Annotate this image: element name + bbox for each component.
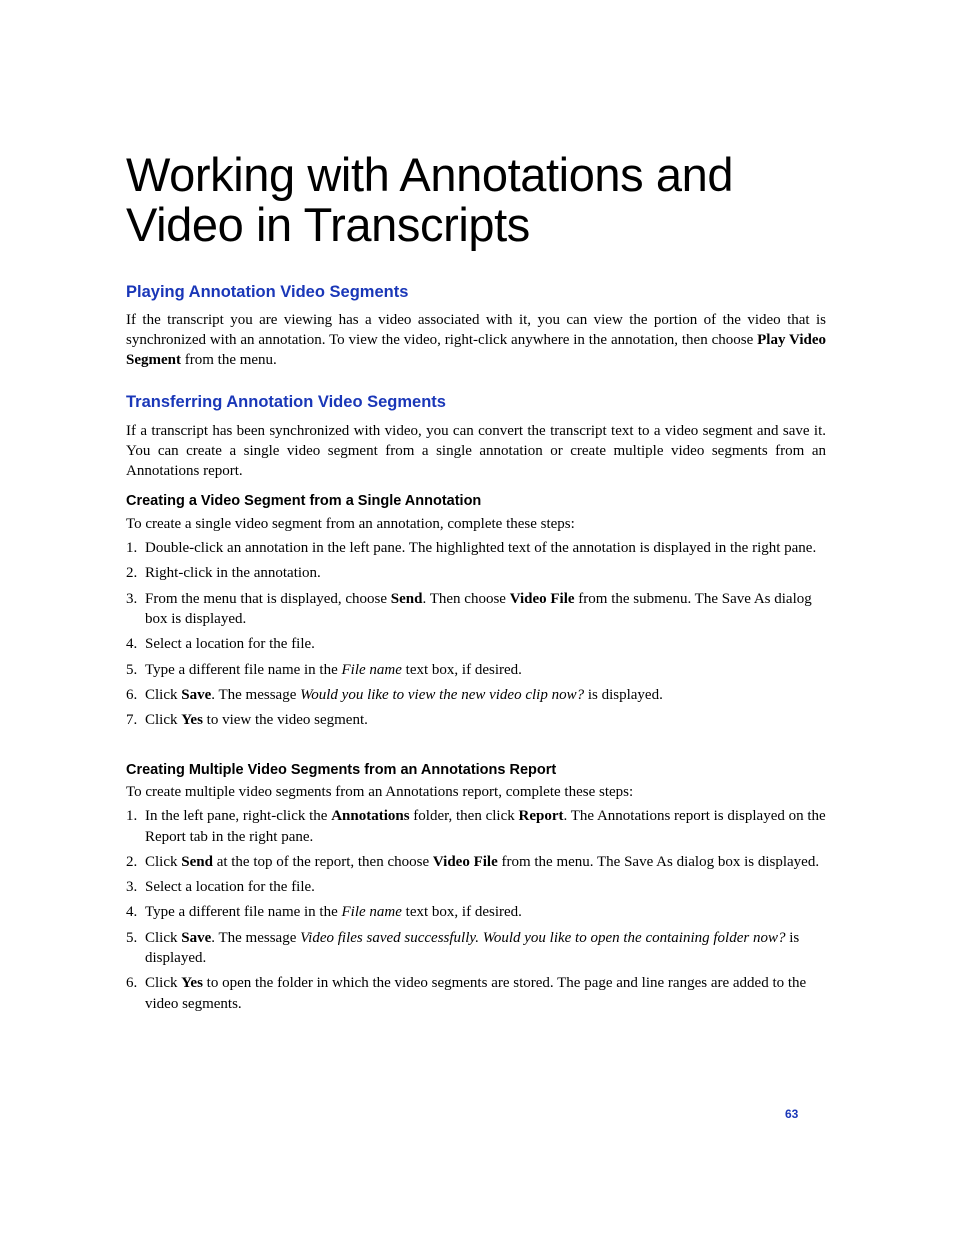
step-number: 6. — [126, 686, 138, 703]
step-item — [126, 710, 826, 731]
step-item — [126, 589, 826, 630]
bold-term: Annotations — [331, 808, 410, 824]
bold-term: Video File — [509, 590, 575, 607]
step-item — [126, 685, 826, 706]
text-run: . The message — [211, 929, 301, 946]
text-run: Type a different file name in the — [145, 661, 342, 678]
step-number: 1. — [126, 540, 138, 556]
step-number: 3. — [126, 879, 138, 896]
heading-playing-annotation-video-segments: Playing Annotation Video Segments — [126, 283, 409, 301]
text-run: . The Annotations report is displayed on the Report tab in the right pane. — [145, 808, 826, 845]
text-run: from the submenu. The Save As dialog box is displayed. — [145, 590, 812, 628]
step-item — [126, 538, 826, 559]
text-run: to view the video segment. — [202, 712, 368, 729]
bold-term: Video File — [432, 853, 498, 870]
step-number: 7. — [126, 712, 138, 729]
step-item — [126, 877, 826, 898]
italic-term: File name — [341, 904, 402, 921]
intro-multiple-segments: To create multiple video segments from an Annotations report, complete these steps: — [126, 784, 634, 800]
heading-transferring-annotation-video-segments: Transferring Annotation Video Segments — [126, 393, 446, 411]
step-item — [126, 928, 826, 969]
bold-term: Save — [181, 686, 212, 703]
heading-single-annotation: Creating a Video Segment from a Single Annotation — [126, 493, 482, 509]
text-run: Click — [145, 975, 182, 992]
text-run: . Then choose — [422, 590, 510, 607]
page-title-line-1: Working with Annotations and — [126, 148, 734, 201]
text-run: Click — [145, 686, 182, 703]
italic-term: Video files saved successfully. Would you like to open the containing folder now? — [300, 929, 786, 946]
page-number: 63 — [785, 1107, 799, 1121]
text-run: . The message — [211, 686, 301, 703]
step-number: 4. — [126, 636, 138, 653]
step-number: 2. — [126, 565, 138, 582]
paragraph-playing — [126, 310, 826, 370]
text-run: text box, if desired. — [401, 904, 522, 921]
step-number: 5. — [126, 929, 138, 946]
step-number: 6. — [126, 975, 138, 992]
paragraph-transferring: If a transcript has been synchronized with video, you can convert the transcript text to a video segment and save it. You can create a single video segment from a single annotation or create multiple video segments from an Annotations report. — [126, 423, 826, 479]
text-run: Click — [145, 929, 182, 946]
step-item — [126, 563, 826, 584]
text-run: from the menu. — [181, 352, 277, 368]
bold-term: Yes — [181, 975, 203, 992]
bold-term: Send — [390, 590, 423, 607]
text-run: Select a location for the file. — [145, 636, 315, 653]
italic-term: Would you like to view the new video clip now? — [300, 686, 585, 703]
intro-single-annotation: To create a single video segment from an annotation, complete these steps: — [126, 516, 575, 532]
step-item — [126, 660, 826, 681]
bold-term: Save — [181, 929, 212, 946]
text-run: In the left pane, right-click the — [145, 808, 332, 824]
step-item — [126, 973, 826, 1014]
step-number: 1. — [126, 808, 138, 824]
bold-term: Yes — [181, 712, 203, 729]
text-run: Click — [145, 712, 182, 729]
italic-term: File name — [341, 661, 402, 678]
step-number: 3. — [126, 590, 138, 607]
text-run: is displayed. — [584, 686, 663, 703]
text-run: Type a different file name in the — [145, 904, 342, 921]
text-run: Select a location for the file. — [145, 879, 315, 896]
text-run: is displayed. — [145, 929, 800, 967]
text-run: Right-click in the annotation. — [145, 565, 321, 582]
step-number: 5. — [126, 661, 138, 678]
step-item — [126, 902, 826, 923]
bold-term: Report — [518, 808, 564, 824]
step-item — [126, 634, 826, 655]
bold-term: Send — [181, 853, 213, 870]
text-run: from the menu. The Save As dialog box is displayed. — [497, 853, 820, 870]
heading-multiple-segments: Creating Multiple Video Segments from an Annotations Report — [126, 762, 557, 778]
page-title — [126, 150, 846, 250]
steps-multiple-segments — [126, 806, 826, 1019]
text-run: at the top of the report, then choose — [212, 853, 433, 870]
text-run: folder, then click — [409, 808, 519, 824]
text-run: If the transcript you are viewing has a video associated with it, you can view the portion of the video that is synchronized with an annotation. To view the video, right-click anywhere in the annotation, then choose — [126, 312, 826, 348]
step-number: 2. — [126, 853, 138, 870]
text-run: From the menu that is displayed, choose — [145, 590, 391, 607]
page-title-line-2: Video in Transcripts — [126, 198, 530, 251]
step-item — [126, 852, 826, 873]
bold-term: Play Video Segment — [126, 332, 826, 368]
text-run: text box, if desired. — [401, 661, 522, 678]
step-item — [126, 806, 826, 847]
steps-single-annotation — [126, 538, 826, 736]
text-run: to open the folder in which the video segments are stored. The page and line ranges are added to the video segments. — [145, 975, 807, 1012]
step-number: 4. — [126, 904, 138, 921]
text-run: Double-click an annotation in the left pane. The highlighted text of the annotation is displayed in the right pane. — [145, 540, 817, 556]
text-run: Click — [145, 853, 182, 870]
